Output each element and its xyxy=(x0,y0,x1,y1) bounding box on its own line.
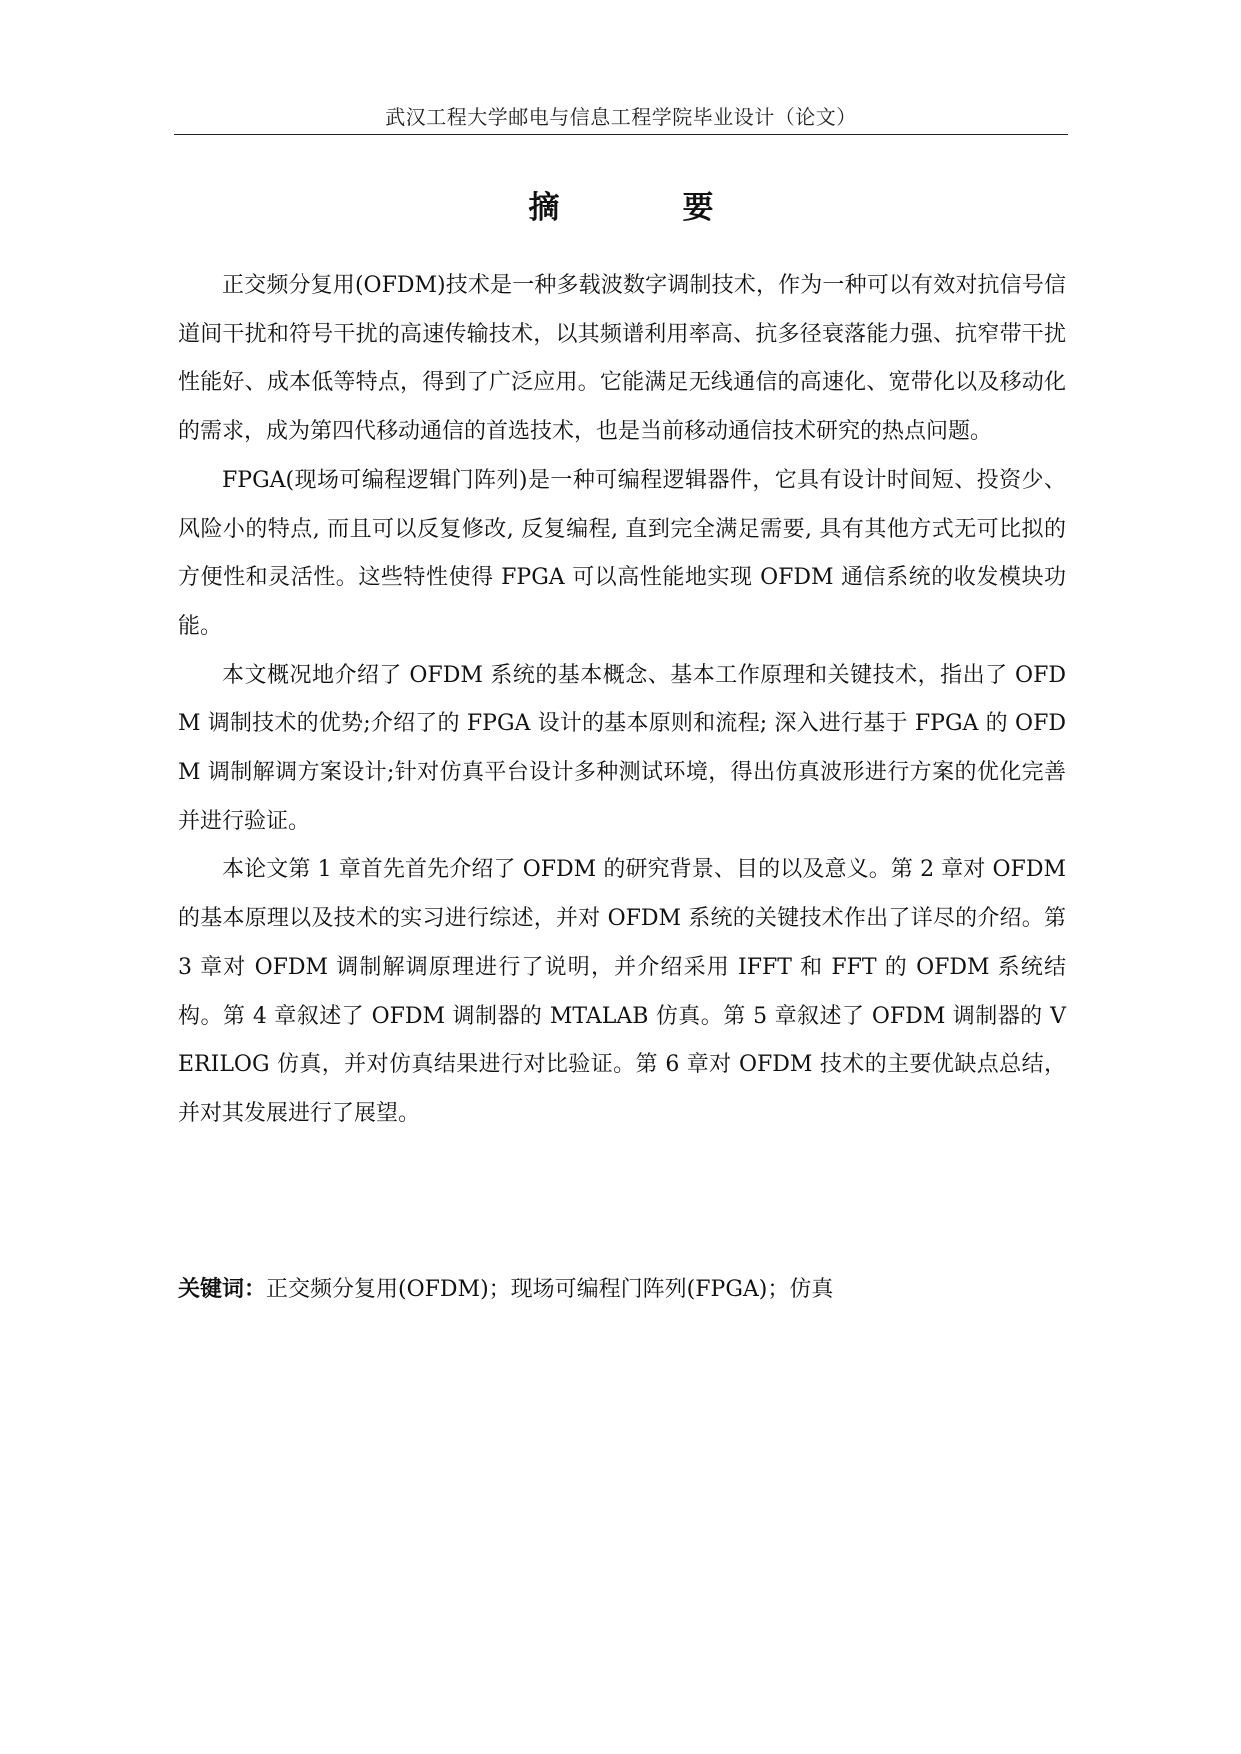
keyword-separator: ； xyxy=(488,1277,511,1302)
abstract-body xyxy=(178,262,1066,1139)
header-divider xyxy=(174,134,1068,135)
keywords-label: 关键词： xyxy=(178,1277,267,1302)
keywords-line xyxy=(178,1270,1066,1310)
keyword-item: 正交频分复用(OFDM) xyxy=(266,1277,489,1302)
keyword-item: 仿真 xyxy=(789,1277,834,1302)
keyword-item: 现场可编程门阵列(FPGA) xyxy=(510,1277,768,1302)
keyword-separator: ； xyxy=(767,1277,790,1302)
abstract-paragraph: 本论文第 1 章首先首先介绍了 OFDM 的研究背景、目的以及意义。第 2 章对 OFDM 的基本原理以及技术的实习进行综述，并对 OFDM 系统的关键技术作出了详尽的介绍。第 3 章对 OFDM 调制解调原理进行了说明，并介绍采用 IFFT 和 FFT 的 OFDM 系统结构。第 4 章叙述了 OFDM 调制器的 MTALAB 仿真。第 5 章叙述了 OFDM 调制器的 VERILOG 仿真，并对仿真结果进行对比验证。第 6 章对 OFDM 技术的主要优缺点总结，并对其发展进行了展望。 xyxy=(178,857,1066,1126)
running-header: 武汉工程大学邮电与信息工程学院毕业设计（论文） xyxy=(385,105,857,129)
abstract-paragraph: 正交频分复用(OFDM)技术是一种多载波数字调制技术，作为一种可以有效对抗信号信道间干扰和符号干扰的高速传输技术，以其频谱利用率高、抗多径衰落能力强、抗窄带干扰性能好、成本低等特点，得到了广泛应用。它能满足无线通信的高速化、宽带化以及移动化的需求，成为第四代移动通信的首选技术，也是当前移动通信技术研究的热点问题。 xyxy=(178,273,1066,445)
abstract-paragraph: 本文概况地介绍了 OFDM 系统的基本概念、基本工作原理和关键技术，指出了 OFDM 调制技术的优势;介绍了的 FPGA 设计的基本原则和流程; 深入进行基于 FPGA 的 OFDM 调制解调方案设计;针对仿真平台设计多种测试环境，得出仿真波形进行方案的优化完善并进行验证。 xyxy=(178,662,1066,834)
section-title: 摘 要 xyxy=(528,190,760,226)
abstract-paragraph: FPGA(现场可编程逻辑门阵列)是一种可编程逻辑器件，它具有设计时间短、投资少、风险小的特点, 而且可以反复修改, 反复编程, 直到完全满足需要, 具有其他方式无可比拟的方便性和灵活性。这些特性使得 FPGA 可以高性能地实现 OFDM 通信系统的收发模块功能。 xyxy=(178,467,1066,639)
